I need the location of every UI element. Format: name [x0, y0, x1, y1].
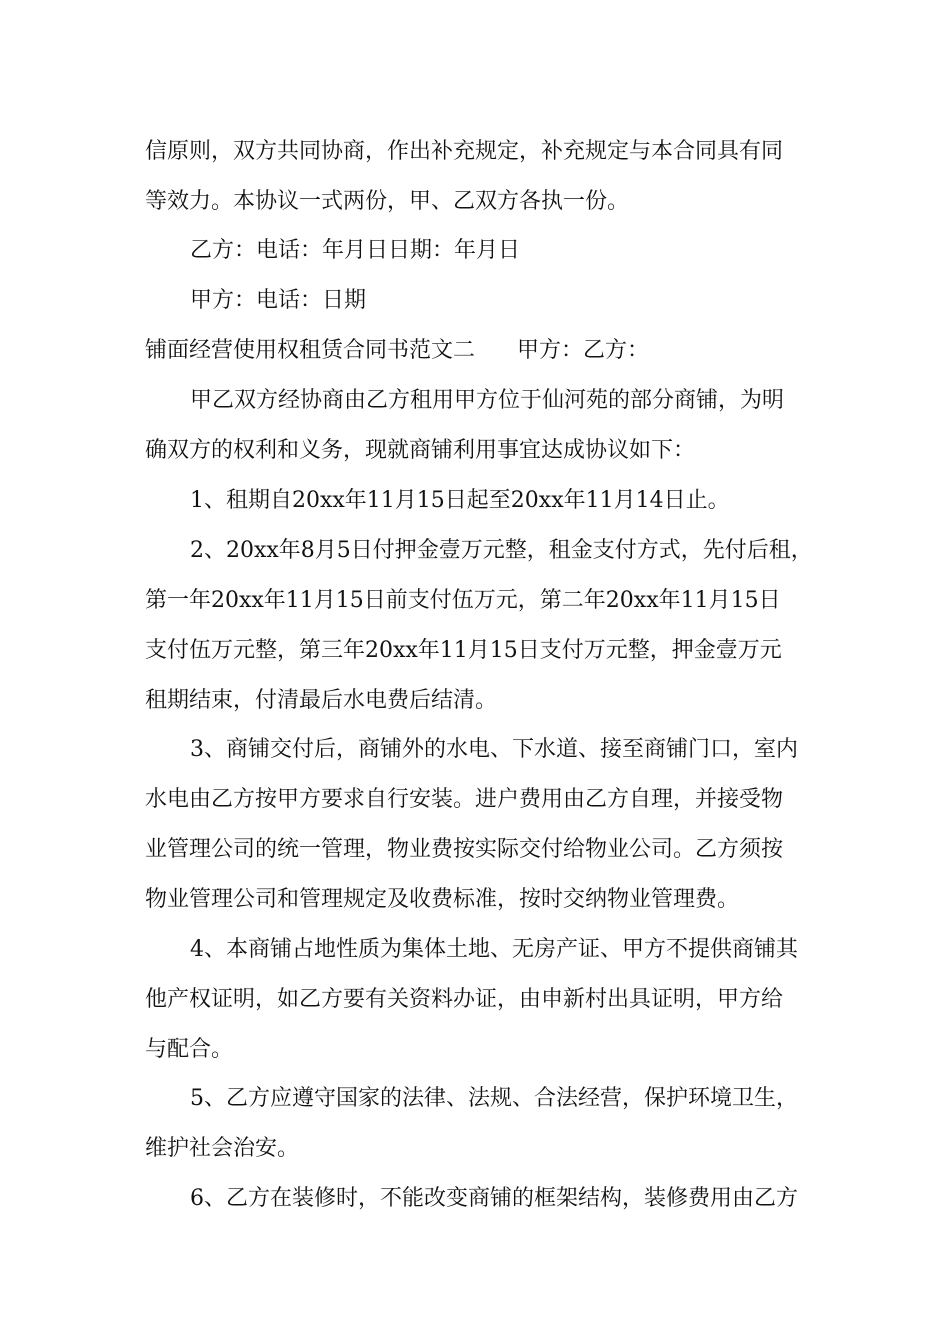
paragraph-line: 第一年20xx年11月15日前支付伍万元，第二年20xx年11月15日	[145, 588, 781, 613]
section-title-line	[145, 334, 845, 368]
paragraph-line: 与配合。	[145, 1037, 234, 1062]
paragraph-line: 等效力。本协议一式两份，甲、乙双方各执一份。	[145, 189, 630, 214]
paragraph-line: 甲乙双方经协商由乙方租用甲方位于仙河苑的部分商铺，为明	[190, 388, 785, 413]
signature-line-party-b: 乙方：电话：年月日日期：年月日	[190, 238, 521, 263]
paragraph-line: 确双方的权利和义务，现就商铺利用事宜达成协议如下：	[145, 438, 696, 463]
clause-3: 3、商铺交付后，商铺外的水电、下水道、接至商铺门口，室内	[190, 737, 798, 762]
clause-5: 5、乙方应遵守国家的法律、法规、合法经营，保护环境卫生，	[190, 1086, 798, 1111]
clause-2: 2、20xx年8月5日付押金壹万元整，租金支付方式，先付后租，	[190, 538, 813, 563]
paragraph-line: 维护社会治安。	[145, 1136, 300, 1161]
paragraph-line: 他产权证明，如乙方要有关资料办证，由申新村出具证明，甲方给	[145, 987, 784, 1012]
clause-1: 1、租期自20xx年11月15日起至20xx年11月14日止。	[190, 488, 730, 513]
section-title: 铺面经营使用权租赁合同书范文二	[145, 338, 476, 363]
paragraph-line: 租期结束，付清最后水电费后结清。	[145, 688, 498, 713]
clause-6: 6、乙方在装修时，不能改变商铺的框架结构，装修费用由乙方	[190, 1186, 798, 1211]
paragraph-line: 支付伍万元整，第三年20xx年11月15日支付万元整，押金壹万元	[145, 638, 782, 663]
paragraph-line: 业管理公司的统一管理，物业费按实际交付给物业公司。乙方须按	[145, 837, 784, 862]
paragraph-line: 物业管理公司和管理规定及收费标准，按时交纳物业管理费。	[145, 887, 740, 912]
clause-4: 4、本商铺占地性质为集体土地、无房产证、甲方不提供商铺其	[190, 937, 798, 962]
paragraph-line: 水电由乙方按甲方要求自行安装。进户费用由乙方自理，并接受物	[145, 787, 784, 812]
paragraph-line: 信原则，双方共同协商，作出补充规定，补充规定与本合同具有同	[145, 139, 784, 164]
parties-label: 甲方：乙方：	[517, 338, 650, 363]
signature-line-party-a: 甲方：电话：日期	[190, 288, 367, 313]
